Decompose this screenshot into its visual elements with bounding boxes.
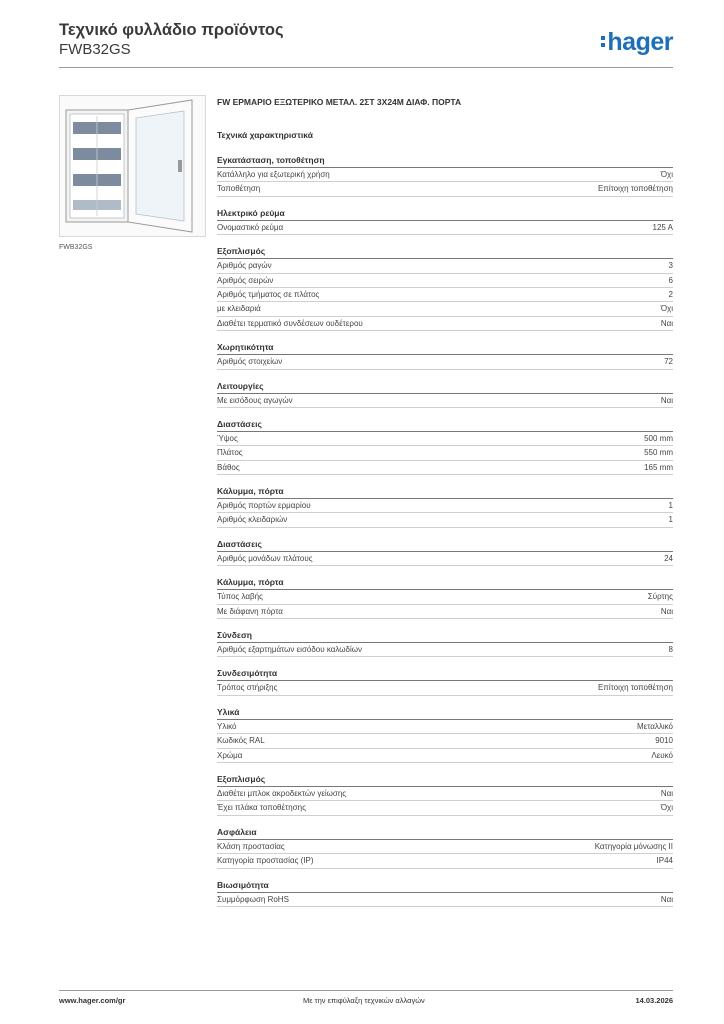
spec-label: Κατηγορία προστασίας (IP) <box>217 856 314 866</box>
spec-row <box>217 643 673 657</box>
spec-row <box>217 168 673 182</box>
spec-value: Επίτοιχη τοποθέτηση <box>597 683 673 693</box>
spec-value: 1 <box>668 501 673 511</box>
spec-value: 3 <box>668 261 673 271</box>
spec-sections <box>217 154 673 907</box>
spec-section <box>217 629 673 657</box>
spec-label: με κλειδαριά <box>217 304 261 314</box>
spec-label: Αριθμός κλειδαριών <box>217 515 288 525</box>
spec-section <box>217 245 673 331</box>
spec-label: Αριθμός τμήματος σε πλάτος <box>217 289 320 299</box>
spec-value: Όχι <box>660 170 673 179</box>
spec-label: Συμμόρφωση RoHS <box>217 894 289 904</box>
spec-value: 6 <box>668 275 673 285</box>
spec-label: Υλικό <box>217 721 237 731</box>
spec-value: Κατηγορία μόνωσης II <box>594 841 673 851</box>
spec-row <box>217 499 673 513</box>
spec-value: IP44 <box>656 856 673 866</box>
spec-label: Τοποθέτηση <box>217 184 261 194</box>
spec-section <box>217 380 673 408</box>
spec-value: Όχι <box>660 304 673 314</box>
spec-value: Μεταλλικό <box>636 721 673 731</box>
footer-divider <box>59 990 673 991</box>
spec-row <box>217 749 673 763</box>
spec-row <box>217 288 673 302</box>
section-title: Κάλυμμα, πόρτα <box>217 576 673 590</box>
section-title: Εξοπλισμός <box>217 245 673 259</box>
spec-value: 8 <box>668 645 673 655</box>
section-title: Χωρητικότητα <box>217 341 673 355</box>
spec-section <box>217 826 673 869</box>
product-code: FWB32GS <box>59 41 131 58</box>
spec-section <box>217 576 673 619</box>
hager-logo[interactable] <box>601 28 673 56</box>
spec-value: Ναι <box>660 318 673 328</box>
spec-row <box>217 182 673 196</box>
section-title: Ηλεκτρικό ρεύμα <box>217 207 673 221</box>
spec-label: Ύψος <box>217 433 238 443</box>
spec-row <box>217 840 673 854</box>
spec-section <box>217 154 673 197</box>
spec-value: Όχι <box>660 803 673 813</box>
spec-row <box>217 259 673 273</box>
spec-section <box>217 538 673 566</box>
spec-row <box>217 461 673 475</box>
spec-label: Αριθμός στοιχείων <box>217 357 283 367</box>
spec-row <box>217 787 673 801</box>
spec-row <box>217 854 673 868</box>
spec-row <box>217 317 673 331</box>
spec-label: Αριθμός σειρών <box>217 275 274 285</box>
spec-row <box>217 394 673 408</box>
spec-label: Αριθμός εξαρτημάτων εισόδου καλωδίων <box>217 645 362 655</box>
spec-section <box>217 341 673 369</box>
spec-row <box>217 432 673 446</box>
spec-section <box>217 485 673 528</box>
product-image <box>59 95 206 237</box>
page-footer <box>59 996 673 1010</box>
spec-value: Ναι <box>660 788 673 798</box>
spec-value: Ναι <box>660 894 673 904</box>
spec-label: Πλάτος <box>217 448 243 458</box>
cabinet-illustration-icon <box>60 96 205 236</box>
section-title: Λειτουργίες <box>217 380 673 394</box>
spec-value: 9010 <box>655 736 673 746</box>
section-title: Κάλυμμα, πόρτα <box>217 485 673 499</box>
spec-row <box>217 801 673 815</box>
spec-value: 1 <box>668 515 673 525</box>
spec-label: Τύπος λαβής <box>217 592 263 602</box>
section-title: Συνδεσιμότητα <box>217 667 673 681</box>
header-divider <box>59 67 673 68</box>
tech-heading: Τεχνικά χαρακτηριστικά <box>217 130 313 140</box>
section-title: Εγκατάσταση, τοποθέτηση <box>217 154 673 168</box>
spec-value: 500 mm <box>644 433 673 443</box>
spec-row <box>217 302 673 316</box>
spec-label: Βάθος <box>217 462 240 472</box>
spec-value: Επίτοιχη τοποθέτηση <box>597 184 673 194</box>
spec-label: Τρόπος στήριξης <box>217 683 278 693</box>
spec-value: Ναι <box>660 395 673 405</box>
spec-value: Ναι <box>660 606 673 616</box>
spec-row <box>217 446 673 460</box>
spec-label: Ονομαστικό ρεύμα <box>217 222 284 232</box>
spec-row <box>217 355 673 369</box>
spec-section <box>217 773 673 816</box>
spec-row <box>217 552 673 566</box>
section-title: Σύνδεση <box>217 629 673 643</box>
spec-row <box>217 681 673 695</box>
section-title: Διαστάσεις <box>217 418 673 432</box>
spec-label: Χρώμα <box>217 750 243 760</box>
section-title: Βιωσιμότητα <box>217 879 673 893</box>
spec-label: Διαθέτει τερματικό συνδέσεων ουδέτερου <box>217 318 363 328</box>
spec-row <box>217 590 673 604</box>
spec-label: Αριθμός ραγών <box>217 261 272 271</box>
section-title: Ασφάλεια <box>217 826 673 840</box>
spec-label: Αριθμός πορτών ερμαρίου <box>217 501 311 511</box>
spec-label: Με διάφανη πόρτα <box>217 606 283 616</box>
spec-value: 24 <box>664 553 673 563</box>
spec-row <box>217 734 673 748</box>
spec-value: 72 <box>664 357 673 367</box>
spec-row <box>217 274 673 288</box>
spec-label: Έχει πλάκα τοποθέτησης <box>217 803 306 813</box>
spec-label: Διαθέτει μπλοκ ακροδεκτών γείωσης <box>217 788 347 798</box>
spec-section <box>217 418 673 475</box>
spec-row <box>217 221 673 235</box>
spec-label: Αριθμός μονάδων πλάτους <box>217 553 313 563</box>
spec-value: Λευκό <box>651 750 673 760</box>
spec-label: Κατάλληλο για εξωτερική χρήση <box>217 170 330 179</box>
spec-value: Σύρτης <box>647 592 673 602</box>
spec-value: 550 mm <box>644 448 673 458</box>
spec-label: Με εισόδους αγωγών <box>217 395 293 405</box>
spec-value: 165 mm <box>644 462 673 472</box>
spec-content <box>217 96 673 907</box>
spec-section <box>217 706 673 763</box>
spec-row <box>217 893 673 907</box>
spec-section <box>217 667 673 695</box>
spec-value: 2 <box>668 289 673 299</box>
spec-label: Κωδικός RAL <box>217 736 265 746</box>
page-header <box>59 20 673 68</box>
spec-row <box>217 513 673 527</box>
document-title: Τεχνικό φυλλάδιο προϊόντος <box>59 21 284 39</box>
logo-dots-icon <box>601 33 605 50</box>
spec-row <box>217 720 673 734</box>
section-title: Υλικά <box>217 706 673 720</box>
spec-row <box>217 605 673 619</box>
section-title: Εξοπλισμός <box>217 773 673 787</box>
footer-date: 14.03.2026 <box>635 996 673 1005</box>
website-link[interactable]: www.hager.com/gr <box>59 996 126 1005</box>
spec-section <box>217 207 673 235</box>
image-caption: FWB32GS <box>59 244 93 251</box>
spec-section <box>217 879 673 907</box>
logo-text: hager <box>607 28 673 56</box>
product-title: FW ΕΡΜΑΡΙΟ ΕΞΩΤΕΡΙΚΟ ΜΕΤΑΛ. 2ΣΤ 3Χ24Μ ΔΙΑΦ. ΠΟΡΤΑ <box>217 97 462 107</box>
spec-value: 125 A <box>652 222 673 232</box>
footer-note: Με την επιφύλαξη τεχνικών αλλαγών <box>303 996 425 1005</box>
spec-label: Κλάση προστασίας <box>217 841 285 851</box>
section-title: Διαστάσεις <box>217 538 673 552</box>
